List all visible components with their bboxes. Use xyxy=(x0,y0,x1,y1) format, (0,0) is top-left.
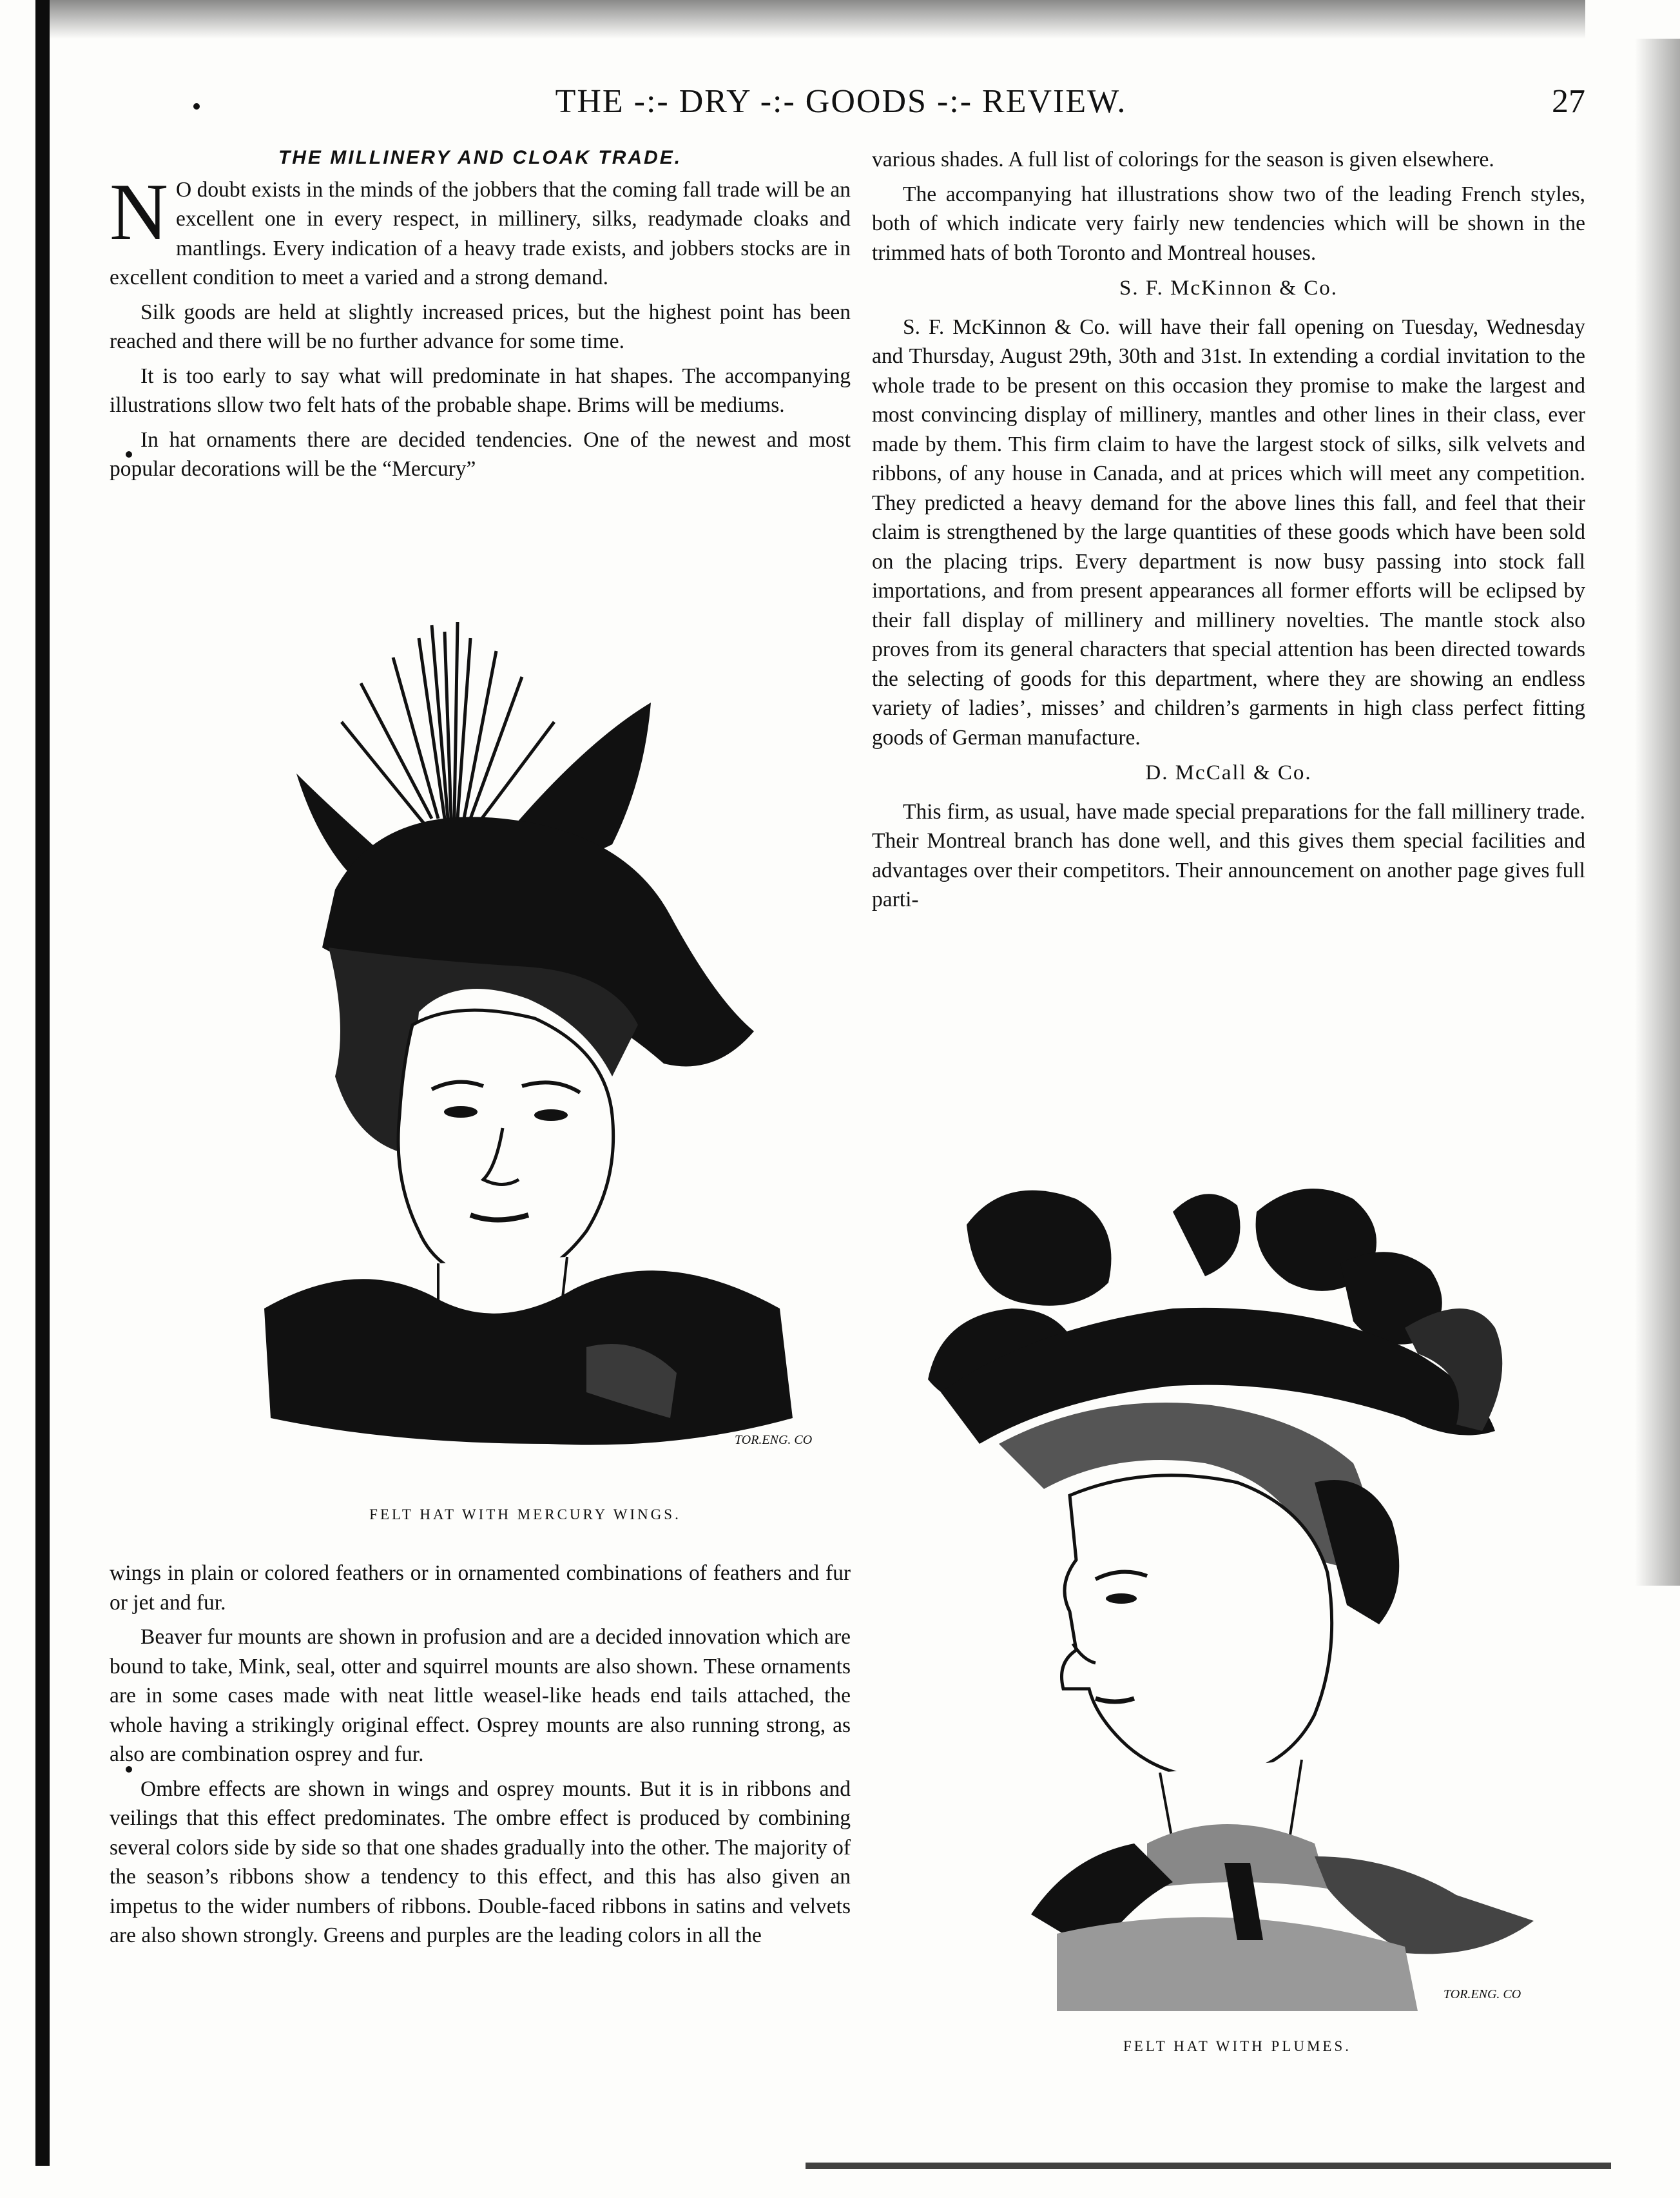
page-number: 27 xyxy=(1552,83,1585,120)
masthead: THE -:- DRY -:- GOODS -:- REVIEW. xyxy=(555,83,1127,120)
scan-edge-bottom xyxy=(806,2163,1611,2169)
left-column-bottom xyxy=(110,1559,851,1956)
paragraph: The accompanying hat illustrations show two of the leading French styles, both of which indicate very fairly new tendencies which will be shown in the trimmed hats of both Toronto and Montreal houses. xyxy=(872,182,1585,265)
drop-cap: N xyxy=(110,167,168,257)
paragraph: Beaver fur mounts are shown in profusion and are a decided innovation which are bound to take, Mink, seal, otter and squirrel mounts are also shown. These ornaments are in some cases made with neat little weasel-like heads end tails attached, the whole having a strikingly original effect. Osprey mounts are also running strong, as also are combination osprey and fur. xyxy=(110,1625,851,1766)
illustration-mercury-wings-hat xyxy=(226,612,825,1476)
engraving-mercury-wings xyxy=(226,612,825,1476)
firm-heading: D. McCall & Co. xyxy=(1145,761,1312,784)
section-title: THE MILLINERY AND CLOAK TRADE. xyxy=(278,147,682,168)
paragraph: wings in plain or colored feathers or in ornamented combinations of feathers and fur or jet and fur. xyxy=(110,1561,851,1615)
scan-edge-top xyxy=(39,0,1585,39)
paragraph: Silk goods are held at slightly increased prices, but the highest point has been reached and there will be no further advance for some time. xyxy=(110,300,851,353)
paragraph-text: O doubt exists in the minds of the jobbers that the coming fall trade will be an excellent one in every respect, in millinery, silks, readymade cloaks and mantlings. Every indication of a heavy trade exists, and jobbers stocks are in excellent condition to meet a varied and a strong demand. xyxy=(110,177,851,289)
illustration-plumes-hat xyxy=(902,1160,1579,2018)
scan-edge-left xyxy=(35,0,50,2166)
engraving-plumes xyxy=(902,1160,1579,2018)
right-column xyxy=(872,145,1585,920)
left-column-top xyxy=(110,143,851,489)
engraver-mark: TOR.ENG. CO xyxy=(1443,1987,1521,2001)
paragraph: Ombre effects are shown in wings and osprey mounts. But it is in ribbons and veilings that this effect predominates. The ombre effect is produced by combining several colors side by side so that one shades gradually into the other. The majority of the season’s ribbons show a tendency to this effect, and this has also given an impetus to the wider numbers of ribbons. Double-faced ribbons in satins and velvets are also shown strongly. Greens and purples are the leading colors in all the xyxy=(110,1776,851,1947)
paragraph: S. F. McKinnon & Co. will have their fall opening on Tuesday, Wednesday and Thursday, August 29th, 30th and 31st. In extending a cordial invitation to the whole trade to be present on this occasion they promise to make the largest and most convincing display of millinery, mantles and other lines in their class, ever made by them. This firm claim to have the largest stock of silks, silk velvets and ribbons, of any house in Canada, and at prices which will meet any competition. They predicted a heavy demand for the above lines this fall, and feel that their claim is strengthened by the large quantities of these goods which have been sold on the placing trips. Every department is now busy passing into stock fall importations, and from present appearances all former efforts will be eclipsed by their fall display of millinery and millinery novelties. The mantle stock also proves from its general characters that special attention has been directed towards the selecting of goods for this department, where they are showing an endless variety of ladies’, misses’ and children’s garments in high class perfect fitting goods of German manufacture. xyxy=(872,315,1585,750)
paragraph: It is too early to say what will predominate in hat shapes. The accompanying illustrations sllow two felt hats of the probable shape. Brims will be mediums. xyxy=(110,364,851,417)
paragraph: various shades. A full list of colorings for the season is given elsewhere. xyxy=(872,148,1494,171)
paragraph: In hat ornaments there are decided tendencies. One of the newest and most popular decorations will be the “Mercury” xyxy=(110,427,851,481)
engraver-mark: TOR.ENG. CO xyxy=(735,1433,813,1447)
scan-edge-right xyxy=(1635,39,1680,1586)
firm-heading: S. F. McKinnon & Co. xyxy=(1119,277,1338,300)
paragraph: This firm, as usual, have made special preparations for the fall millinery trade. Their Montreal branch has done well, and this gives them special facilities and advantages over their competitors. Their announcement on another page gives full parti- xyxy=(872,799,1585,911)
figure-caption: FELT HAT WITH MERCURY WINGS. xyxy=(369,1506,681,1522)
running-head xyxy=(97,83,1585,128)
figure-caption: FELT HAT WITH PLUMES. xyxy=(1123,2038,1352,2054)
paragraph xyxy=(110,167,851,293)
